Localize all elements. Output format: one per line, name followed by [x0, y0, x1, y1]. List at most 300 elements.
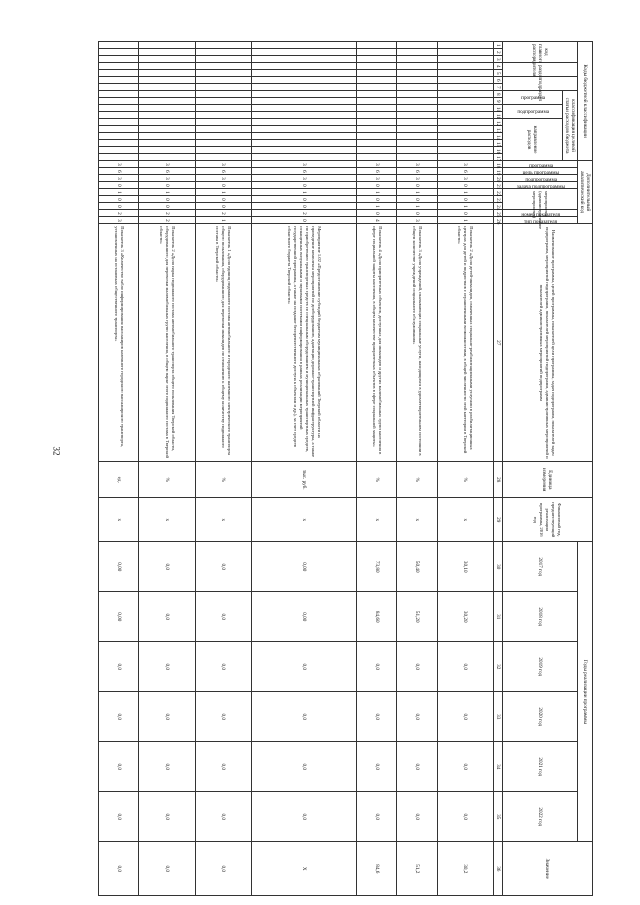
column-numbers-row: [494, 42, 503, 896]
code-cell: 1: [397, 189, 437, 196]
code-cell: [195, 70, 251, 77]
code-cell: 6: [195, 168, 251, 175]
base-year-cell: х: [99, 498, 139, 542]
code-cell: [99, 98, 139, 105]
code-cell: 0: [139, 182, 195, 189]
code-cell: [195, 49, 251, 56]
column-number: 22: [494, 189, 503, 196]
year-value-cell: 0,0: [195, 792, 251, 842]
column-number: 32: [494, 642, 503, 692]
year-value-cell: 0,00: [252, 592, 357, 642]
column-number: 35: [494, 792, 503, 842]
code-cell: 1: [195, 217, 251, 224]
code-cell: [139, 77, 195, 84]
extra-col-program: программа: [503, 161, 578, 168]
code-cell: [99, 84, 139, 91]
code-cell: 1: [99, 189, 139, 196]
code-cell: 3: [99, 161, 139, 168]
code-cell: [437, 133, 493, 140]
column-number: 34: [494, 742, 503, 792]
result-cell: Х: [252, 842, 357, 896]
column-number: 14: [494, 133, 503, 140]
code-cell: [252, 112, 357, 119]
indicator-table: [98, 41, 593, 896]
column-number: 18: [494, 161, 503, 168]
indicator-name-cell: Показатель 2 «Доля парка подвижного состава автомобильного транспорта общего пользования Тверской области, оборудованного для перевозки маломобильных групп населения, в общем парке этого подвижного состава в Тверской области»: [139, 224, 195, 462]
column-number: 26: [494, 217, 503, 224]
year-2017-header: 2017 год: [503, 542, 578, 592]
code-cell: [99, 77, 139, 84]
code-cell: [252, 119, 357, 126]
extra-col-goal: цель программы: [503, 168, 578, 175]
result-cell: 0,0: [99, 842, 139, 896]
code-cell: [195, 119, 251, 126]
code-cell: 3: [139, 175, 195, 182]
code-cell: 6: [99, 168, 139, 175]
code-cell: 1: [195, 189, 251, 196]
code-cell: [139, 42, 195, 49]
year-value-cell: 0,0: [437, 642, 493, 692]
year-value-cell: 0,0: [139, 742, 195, 792]
base-year-cell: х: [252, 498, 357, 542]
code-cell: 2: [139, 210, 195, 217]
code-cell: 0: [195, 203, 251, 210]
column-number: 11: [494, 112, 503, 119]
year-2019-header: 2019 год: [503, 642, 578, 692]
table-row: [356, 42, 396, 896]
year-value-cell: 0,0: [252, 792, 357, 842]
extra-col-task: задача подпрограммы: [503, 182, 578, 189]
code-cell: [99, 147, 139, 154]
code-cell: [356, 140, 396, 147]
code-cell: [139, 63, 195, 70]
year-value-cell: 0,0: [397, 642, 437, 692]
code-cell: [437, 105, 493, 112]
code-cell: 0: [437, 182, 493, 189]
code-cell: [397, 126, 437, 133]
code-cell: [252, 98, 357, 105]
code-cell: 0: [139, 203, 195, 210]
code-cell: 1: [139, 189, 195, 196]
code-cell: 0: [397, 182, 437, 189]
code-cell: [195, 126, 251, 133]
code-cell: [252, 77, 357, 84]
code-cell: [195, 91, 251, 98]
year-value-cell: 0,0: [195, 592, 251, 642]
code-cell: [437, 70, 493, 77]
code-cell: [252, 91, 357, 98]
base-year-cell: х: [195, 498, 251, 542]
code-cell: 0: [99, 203, 139, 210]
code-cell: [195, 140, 251, 147]
code-cell: [139, 133, 195, 140]
code-cell: [99, 70, 139, 77]
code-cell: [99, 91, 139, 98]
code-cell: [356, 98, 396, 105]
base-year-cell: х: [139, 498, 195, 542]
code-cell: [437, 98, 493, 105]
column-number: 25: [494, 210, 503, 217]
column-number: 5: [494, 70, 503, 77]
column-number: 12: [494, 119, 503, 126]
year-value-cell: 0,0: [195, 542, 251, 592]
year-value-cell: 0,0: [195, 742, 251, 792]
indicator-name-cell: Показатель 2 «Доля детей-инвалидов, охваченных социально-реабилитационными услугами в реабилитационных центрах для детей и подростков с ограниченными возможностями, в общей численности этой категории в Тверской области»: [437, 224, 493, 462]
code-cell: 6: [356, 168, 396, 175]
column-number: 6: [494, 77, 503, 84]
result-cell: 0,0: [139, 842, 195, 896]
column-number: 15: [494, 140, 503, 147]
code-cell: 2: [139, 217, 195, 224]
year-value-cell: 0,0: [139, 542, 195, 592]
unit-cell: ед.: [99, 462, 139, 498]
year-2022-header: 2022 год: [503, 792, 578, 842]
code-cell: [195, 63, 251, 70]
column-number: 30: [494, 542, 503, 592]
code-cell: [252, 154, 357, 161]
column-number: 23: [494, 196, 503, 203]
year-2021-header: 2021 год: [503, 742, 578, 792]
column-number: 2: [494, 49, 503, 56]
column-number: 29: [494, 498, 503, 542]
code-cell: [99, 105, 139, 112]
extra-code-group-header: Дополнительный аналитический код: [578, 161, 593, 224]
unit-cell: %: [195, 462, 251, 498]
column-number: 13: [494, 126, 503, 133]
code-cell: [195, 133, 251, 140]
unit-cell: %: [139, 462, 195, 498]
year-value-cell: 0,0: [139, 592, 195, 642]
code-cell: 0: [195, 196, 251, 203]
code-cell: [397, 119, 437, 126]
code-cell: [195, 42, 251, 49]
code-cell: 0: [397, 210, 437, 217]
code-cell: [139, 119, 195, 126]
code-cell: [437, 63, 493, 70]
year-value-cell: 0,0: [437, 692, 493, 742]
code-cell: [252, 133, 357, 140]
code-cell: 3: [356, 175, 396, 182]
code-cell: [252, 70, 357, 77]
column-number: 16: [494, 147, 503, 154]
table-row: [99, 42, 139, 896]
year-value-cell: 0,0: [99, 792, 139, 842]
code-cell: 0: [437, 196, 493, 203]
code-cell: [99, 126, 139, 133]
year-value-cell: 0,0: [99, 642, 139, 692]
column-number: 9: [494, 98, 503, 105]
code-cell: [139, 105, 195, 112]
code-col-target-article: классификация целевой статьи расходов бюджета: [563, 91, 578, 161]
code-cell: [356, 84, 396, 91]
year-value-cell: 0,0: [437, 792, 493, 842]
code-cell: [356, 105, 396, 112]
code-cell: 3: [139, 161, 195, 168]
extra-col-number: номер показателя: [503, 210, 578, 217]
code-cell: [397, 56, 437, 63]
table-row: [139, 42, 195, 896]
code-cell: [437, 147, 493, 154]
code-cell: 4: [356, 217, 396, 224]
year-value-cell: 0,0: [252, 742, 357, 792]
table-row: [195, 42, 251, 896]
column-number: 1: [494, 42, 503, 49]
code-cell: [195, 112, 251, 119]
column-number: 20: [494, 175, 503, 182]
code-cell: [437, 112, 493, 119]
code-cell: [252, 84, 357, 91]
result-cell: 51,2: [397, 842, 437, 896]
code-cell: [99, 133, 139, 140]
year-2018-header: 2018 год: [503, 592, 578, 642]
code-cell: 1: [437, 217, 493, 224]
column-number: 27: [494, 224, 503, 462]
code-cell: [437, 91, 493, 98]
indicator-name-cell: Показатель 1 «Доля единиц подвижного состава автомобильного и городского наземного электрического транспорта общего пользования, оборудованного для перевозки инвалидов по отношению к общему количеству подвижного состава в Тверской области»: [195, 224, 251, 462]
code-cell: [139, 154, 195, 161]
code-cell: [99, 63, 139, 70]
unit-cell: %: [356, 462, 396, 498]
code-cell: [252, 49, 357, 56]
year-value-cell: 50,40: [397, 542, 437, 592]
page-number: 32: [51, 446, 62, 456]
code-cell: [437, 154, 493, 161]
year-value-cell: 0,0: [437, 742, 493, 792]
code-cell: 0: [252, 203, 357, 210]
unit-cell: %: [437, 462, 493, 498]
years-group-header: Годы реализации программы: [578, 542, 593, 842]
code-cell: [437, 140, 493, 147]
code-cell: [356, 147, 396, 154]
year-value-cell: 0,0: [356, 742, 396, 792]
code-cell: [99, 42, 139, 49]
code-cell: [99, 112, 139, 119]
year-value-cell: 0,0: [195, 692, 251, 742]
code-cell: [99, 154, 139, 161]
code-cell: 6: [397, 168, 437, 175]
code-cell: [356, 154, 396, 161]
code-cell: 0: [356, 196, 396, 203]
code-cell: [397, 112, 437, 119]
code-cell: [437, 49, 493, 56]
code-cell: [397, 42, 437, 49]
column-number: 21: [494, 182, 503, 189]
code-cell: [397, 140, 437, 147]
code-cell: 1: [397, 203, 437, 210]
column-number: 28: [494, 462, 503, 498]
code-cell: 6: [139, 168, 195, 175]
code-cell: [252, 42, 357, 49]
code-cell: [356, 112, 396, 119]
code-cell: 3: [397, 161, 437, 168]
year-value-cell: 0,0: [397, 692, 437, 742]
year-value-cell: 0,0: [195, 642, 251, 692]
column-number: 3: [494, 56, 503, 63]
year-value-cell: 73,80: [356, 542, 396, 592]
indicator-name-cell: Показатель 3 «Количество табло информирования пассажиров наземного городского пассажирского транспорта, установленных на остановках общественного транспорта»: [99, 224, 139, 462]
code-cell: [195, 147, 251, 154]
code-cell: [356, 91, 396, 98]
code-cell: [437, 84, 493, 91]
code-cell: [397, 98, 437, 105]
extra-col-measure: мероприятие (административное мероприятие): [503, 189, 578, 210]
year-value-cell: 0,0: [252, 692, 357, 742]
result-cell: 0,0: [195, 842, 251, 896]
code-cell: [195, 98, 251, 105]
base-year-cell: х: [397, 498, 437, 542]
unit-cell: %: [397, 462, 437, 498]
code-col-podrazdel: подраздел: [503, 77, 578, 91]
code-cell: 0: [437, 210, 493, 217]
code-cell: [139, 49, 195, 56]
table-row: [397, 42, 437, 896]
table-row: [437, 42, 493, 896]
code-cell: 0: [139, 196, 195, 203]
year-2020-header: 2020 год: [503, 692, 578, 742]
fin-year-column-header: Финансовый год, предшествующий реализации программы, 2016 год: [503, 498, 593, 542]
code-cell: 3: [252, 161, 357, 168]
code-cell: 1: [437, 203, 493, 210]
code-cell: [139, 98, 195, 105]
code-cell: [356, 133, 396, 140]
result-cell: 84,6: [356, 842, 396, 896]
code-cell: [252, 147, 357, 154]
code-cell: [195, 84, 251, 91]
year-value-cell: 0,0: [356, 642, 396, 692]
code-cell: 3: [195, 161, 251, 168]
code-cell: [397, 84, 437, 91]
code-cell: 0: [397, 196, 437, 203]
codes-group-header: Коды бюджетной классификации: [578, 42, 593, 161]
year-value-cell: 0,0: [356, 792, 396, 842]
code-cell: 0: [99, 196, 139, 203]
code-cell: [397, 63, 437, 70]
code-cell: [356, 56, 396, 63]
code-cell: [437, 42, 493, 49]
year-value-cell: 0,0: [139, 642, 195, 692]
code-cell: 2: [252, 210, 357, 217]
code-cell: 3: [437, 175, 493, 182]
year-value-cell: 0,0: [99, 692, 139, 742]
code-cell: [437, 77, 493, 84]
year-value-cell: 84,60: [356, 592, 396, 642]
year-value-cell: 0,0: [397, 792, 437, 842]
code-col-program: программа: [503, 91, 563, 105]
code-cell: [139, 112, 195, 119]
code-cell: [397, 77, 437, 84]
rotated-table-container: [98, 41, 593, 877]
indicator-name-cell: Показатель 4 «Доля приоритетных объектов, доступных для инвалидов и других маломобильных групп населения в сфере социальной защиты населения, в общем количестве приоритетных объектов в сфере социальной защиты»: [356, 224, 396, 462]
extra-col-type: тип показателя: [503, 217, 578, 224]
code-cell: 0: [195, 182, 251, 189]
column-number: 7: [494, 84, 503, 91]
year-value-cell: 0,0: [139, 792, 195, 842]
code-cell: 6: [437, 168, 493, 175]
indicator-name-cell: Показатель 3 «Доля учреждений, оказывающих социальные услуги, находящихся в удовлетворительном состоянии в общем количестве учреждений социального обслуживания»: [397, 224, 437, 462]
column-number: 19: [494, 168, 503, 175]
code-cell: 2: [195, 210, 251, 217]
table-row: [252, 42, 357, 896]
code-cell: [397, 49, 437, 56]
code-cell: [195, 56, 251, 63]
code-cell: 3: [99, 175, 139, 182]
result-column-header: Значение: [503, 842, 593, 896]
code-cell: [252, 56, 357, 63]
code-col-subprogram: подпрограмма: [503, 105, 563, 119]
column-number: 24: [494, 203, 503, 210]
year-value-cell: 0,00: [252, 542, 357, 592]
year-value-cell: 30,20: [437, 592, 493, 642]
code-cell: [139, 56, 195, 63]
code-col-glavny: код главного распорядителя: [503, 42, 578, 63]
code-cell: 1: [356, 203, 396, 210]
base-year-cell: х: [356, 498, 396, 542]
column-number: 31: [494, 592, 503, 642]
indicator-name-cell: Мероприятие 1.02 «Предоставление субсидий бюджетам муниципальных образований Тверской области на проведение комплекса мероприятий по дооборудованию, адаптации дорожно-транспортной инфраструктуры, а также по приобретению транспортных средств со специальным оборудованием и муниципальных транспортных средств, оснащенных визуальными и звуковыми системами информирования в рамках реализации мероприятий государственной программы, а также на создание беспрепятственного доступа к объектам и др.), за счет средств областного бюджета Тверской области»: [252, 224, 357, 462]
code-cell: 3: [99, 217, 139, 224]
code-cell: 0: [356, 210, 396, 217]
base-year-cell: х: [437, 498, 493, 542]
year-value-cell: 0,00: [99, 592, 139, 642]
code-cell: [397, 105, 437, 112]
code-cell: [139, 70, 195, 77]
code-cell: [195, 77, 251, 84]
year-value-cell: 51,20: [397, 592, 437, 642]
code-cell: [437, 126, 493, 133]
code-cell: 0: [356, 182, 396, 189]
name-column-header: Наименование программы, целей программы, показателей цели программы, задач подпрограмм, показателей задач подпрограмм, мероприятий подпрограмм, показателей мероприятий подпрограмм, административных мероприятий и показателей административных мероприятий подпрограмм: [503, 224, 593, 462]
code-cell: 1: [356, 189, 396, 196]
code-cell: [356, 49, 396, 56]
code-cell: [437, 119, 493, 126]
code-cell: 3: [437, 161, 493, 168]
code-cell: 0: [99, 182, 139, 189]
code-cell: [99, 140, 139, 147]
code-cell: 3: [397, 217, 437, 224]
year-value-cell: 0,00: [99, 542, 139, 592]
code-cell: [139, 91, 195, 98]
year-value-cell: 30,10: [437, 542, 493, 592]
code-cell: [139, 84, 195, 91]
code-cell: 2: [99, 210, 139, 217]
code-cell: 6: [252, 168, 357, 175]
code-cell: [252, 140, 357, 147]
column-number: 4: [494, 63, 503, 70]
year-value-cell: 0,0: [397, 742, 437, 792]
code-cell: 0: [252, 217, 357, 224]
code-cell: [397, 147, 437, 154]
code-cell: [99, 56, 139, 63]
code-cell: [356, 126, 396, 133]
unit-cell: тыс. руб.: [252, 462, 357, 498]
code-cell: 3: [252, 175, 357, 182]
code-cell: [139, 140, 195, 147]
code-cell: 1: [437, 189, 493, 196]
code-cell: 3: [356, 161, 396, 168]
column-number: 8: [494, 91, 503, 98]
code-cell: [397, 133, 437, 140]
code-cell: [356, 77, 396, 84]
code-cell: [356, 70, 396, 77]
year-value-cell: 0,0: [139, 692, 195, 742]
code-cell: [252, 126, 357, 133]
code-cell: [139, 126, 195, 133]
code-cell: [195, 105, 251, 112]
extra-col-subprogram: подпрограмма: [503, 175, 578, 182]
result-cell: 30,2: [437, 842, 493, 896]
column-number: 17: [494, 154, 503, 161]
column-number: 36: [494, 842, 503, 896]
